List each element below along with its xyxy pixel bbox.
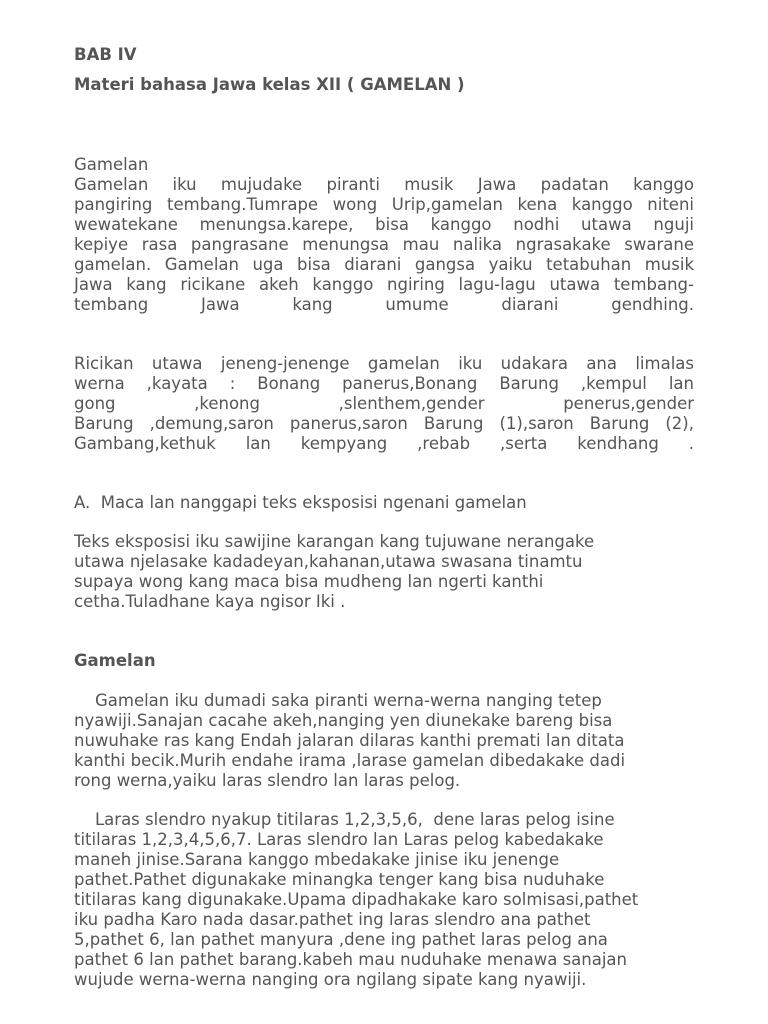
article-line: Gamelan iku dumadi saka piranti werna-werna nanging tetep: [74, 691, 602, 710]
ricikan-line: Gambang,kethuk lan kempyang ,rebab ,serta kendhang .: [74, 434, 694, 453]
article-line: nyawiji.Sanajan cacahe akeh,nanging yen diunekake bareng bisa: [74, 711, 613, 730]
article-line: pathet 6 lan pathet barang.kabeh mau nuduhake menawa sanajan: [74, 950, 627, 969]
section-a-line: cetha.Tuladhane kaya ngisor Iki .: [74, 592, 346, 611]
article-line: iku padha Karo nada dasar.pathet ing laras slendro ana pathet: [74, 910, 591, 929]
ricikan-line: werna ,kayata : Bonang panerus,Bonang Barung ,kempul lan: [74, 374, 694, 393]
article-line: nuwuhake ras kang Endah jalaran dilaras kanthi premati lan ditata: [74, 731, 625, 750]
intro-line: gamelan. Gamelan uga bisa diarani gangsa yaiku tetabuhan musik: [74, 255, 694, 274]
article-line: pathet.Pathet digunakake minangka tenger kang bisa nuduhake: [74, 870, 605, 889]
article-line: kanthi becik.Murih endahe irama ,larase gamelan dibedakake dadi: [74, 751, 626, 770]
intro-line: tembang Jawa kang umume diarani gendhing.: [74, 295, 694, 314]
intro-line: Jawa kang ricikane akeh kanggo ngiring lagu-lagu utawa tembang-: [74, 275, 694, 294]
article-title: Gamelan: [74, 651, 156, 670]
chapter-title: BAB IV: [74, 45, 137, 64]
intro-line: wewatekane menungsa.karepe, bisa kanggo nodhi utawa nguji: [74, 215, 694, 234]
section-a-heading: A. Maca lan nanggapi teks eksposisi ngenani gamelan: [74, 493, 527, 512]
ricikan-line: Ricikan utawa jeneng-jenenge gamelan iku udakara ana limalas: [74, 354, 694, 373]
article-line: wujude werna-werna nanging ora ngilang sipate kang nyawiji.: [74, 970, 587, 989]
ricikan-line: Barung ,demung,saron panerus,saron Barung (1),saron Barung (2),: [74, 414, 694, 433]
ricikan-line: gong ,kenong ,slenthem,gender penerus,gender: [74, 394, 694, 413]
article-line: titilaras 1,2,3,4,5,6,7. Laras slendro lan Laras pelog kabedakake: [74, 830, 604, 849]
intro-line: pangiring tembang.Tumrape wong Urip,gamelan kena kanggo niteni: [74, 195, 694, 214]
article-line: titilaras kang digunakake.Upama dipadhakake karo solmisasi,pathet: [74, 890, 639, 909]
article-line: 5,pathet 6, lan pathet manyura ,dene ing pathet laras pelog ana: [74, 930, 608, 949]
intro-line: kepiye rasa pangrasane menungsa mau nalika ngrasakake swarane: [74, 235, 694, 254]
document-subtitle: Materi bahasa Jawa kelas XII ( GAMELAN ): [74, 75, 465, 94]
article-line: rong werna,yaiku laras slendro lan laras pelog.: [74, 771, 461, 790]
article-line: maneh jinise.Sarana kanggo mbedakake jinise iku jenenge: [74, 850, 560, 869]
section-a-line: utawa njelasake kadadeyan,kahanan,utawa swasana tinamtu: [74, 552, 583, 571]
article-line: Laras slendro nyakup titilaras 1,2,3,5,6, dene laras pelog isine: [74, 810, 615, 829]
section-a-line: Teks eksposisi iku sawijine karangan kang tujuwane nerangake: [74, 532, 595, 551]
intro-heading: Gamelan: [74, 155, 149, 174]
intro-line: Gamelan iku mujudake piranti musik Jawa padatan kanggo: [74, 175, 694, 194]
section-a-line: supaya wong kang maca bisa mudheng lan ngerti kanthi: [74, 572, 544, 591]
